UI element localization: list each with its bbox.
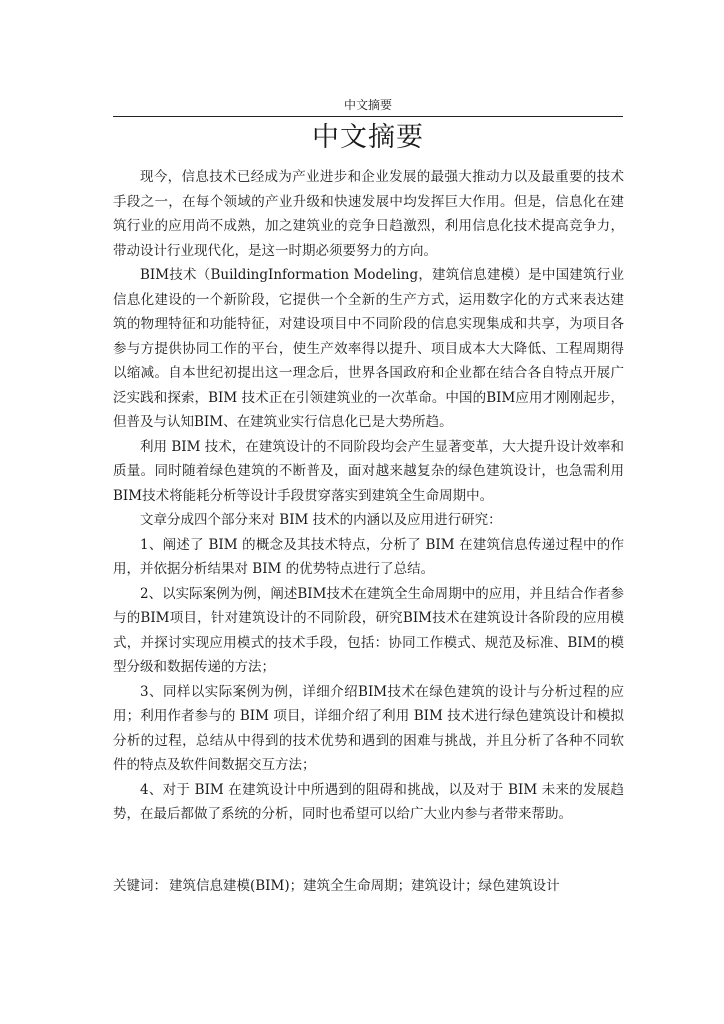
abstract-paragraph-2: BIM技术（BuildingInformation Modeling，建筑信息建模）是中国建筑行业信息化建设的一个新阶段，它提供一个全新的生产方式，运用数字化的方式来表达建筑的物理特征和功能特征，对建设项目中不同阶段的信息实现集成和共享，为项目各参与方提供协同工作的平台，使生产效率得以提升、项目成本大大降低、工程周期得以缩减。自本世纪初提出这一理念后，世界各国政府和企业都在结合各自特点开展广泛实践和探索，BIM 技术正在引领建筑业的一次革命。中国的BIM应用才刚刚起步，但普及与认知BIM、在建筑业实行信息化已是大势所趋。 [113, 267, 624, 430]
abstract-paragraph-6: 2、以实际案例为例，阐述BIM技术在建筑全生命周期中的应用，并且结合作者参与的BIM项目，针对建筑设计的不同阶段，研究BIM技术在建筑设计各阶段的应用模式，并探讨实现应用模式的技术手段，包括：协同工作模式、规范及标准、BIM的模型分级和数据传递的方法； [113, 585, 624, 675]
keywords-text: 建筑信息建模(BIM)；建筑全生命周期；建筑设计；绿色建筑设计 [169, 878, 560, 894]
abstract-paragraph-7: 3、同样以实际案例为例，详细介绍BIM技术在绿色建筑的设计与分析过程的应用；利用作者参与的 BIM 项目，详细介绍了利用 BIM 技术进行绿色建筑设计和模拟分析的过程，总结从中得到的技术优势和遇到的困难与挑战，并且分析了各种不同软件的特点及软件间数据交互方法； [113, 683, 624, 773]
abstract-paragraph-3: 利用 BIM 技术，在建筑设计的不同阶段均会产生显著变革，大大提升设计效率和质量。同时随着绿色建筑的不断普及，面对越来越复杂的绿色建筑设计，也急需利用BIM技术将能耗分析等设计手段贯穿落实到建筑全生命周期中。 [113, 438, 624, 504]
abstract-paragraph-1: 现今，信息技术已经成为产业进步和企业发展的最强大推动力以及最重要的技术手段之一，在每个领域的产业升级和快速发展中均发挥巨大作用。但是，信息化在建筑行业的应用尚不成熟，加之建筑业的竞争日趋激烈，利用信息化技术提高竞争力，带动设计行业现代化，是这一时期必须要努力的方向。 [113, 169, 624, 259]
keywords-label: 关键词： [113, 878, 167, 894]
keywords-line [113, 874, 624, 898]
abstract-paragraph-4: 文章分成四个部分来对 BIM 技术的内涵以及应用进行研究： [140, 512, 502, 528]
running-header: 中文摘要 [343, 98, 392, 112]
header-divider [113, 116, 623, 117]
abstract-paragraph-5: 1、阐述了 BIM 的概念及其技术特点，分析了 BIM 在建筑信息传递过程中的作用，并依据分析结果对 BIM 的优势特点进行了总结。 [113, 536, 624, 577]
abstract-body [113, 165, 624, 827]
page-title: 中文摘要 [312, 122, 424, 153]
abstract-paragraph-8: 4、对于 BIM 在建筑设计中所遇到的阻碍和挑战，以及对于 BIM 未来的发展趋势，在最后都做了系统的分析，同时也希望可以给广大业内参与者带来帮助。 [113, 781, 624, 822]
